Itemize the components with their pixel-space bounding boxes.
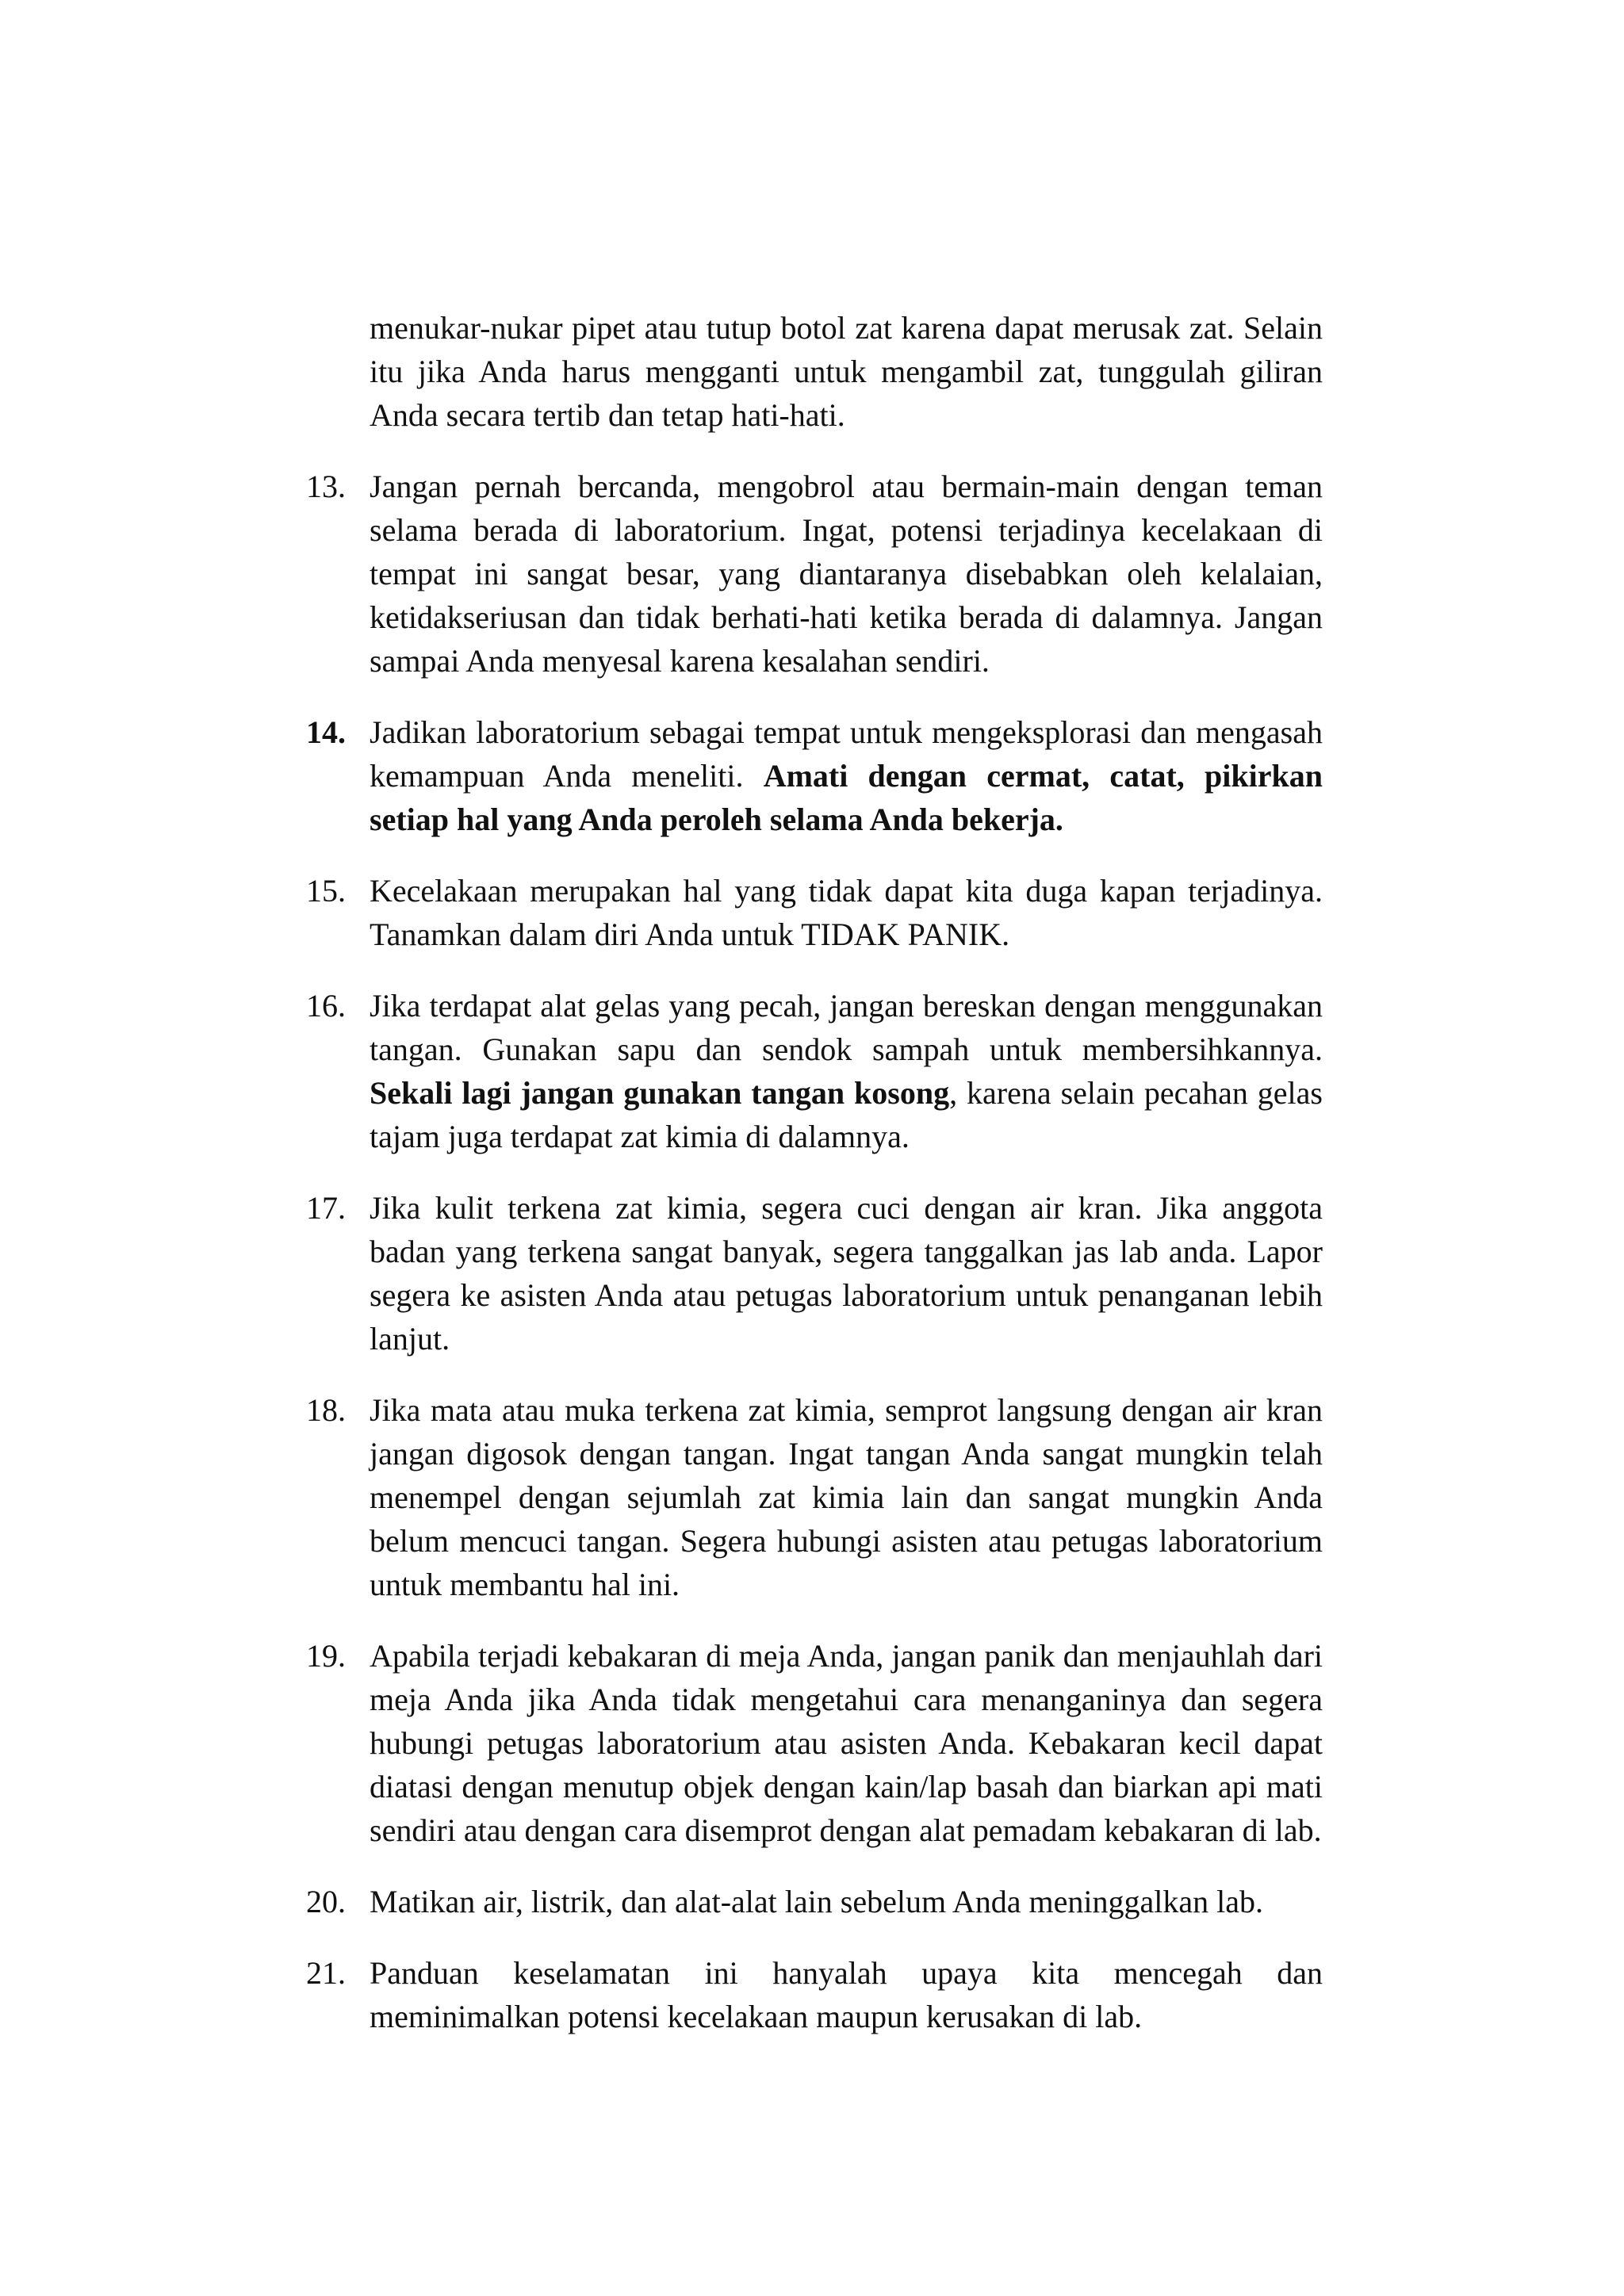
list-item-21 xyxy=(306,1951,1323,2038)
item-text: Apabila terjadi kebakaran di meja Anda, jangan panik dan menjauhlah dari meja Anda jika Anda tidak mengetahui cara menanganinya dan segera hubungi petugas laboratorium atau asisten Anda. Kebakaran kecil dapat diatasi dengan menutup objek dengan kain/lap basah dan biarkan api mati sendiri atau dengan cara disemprot dengan alat pemadam kebakaran di lab. xyxy=(370,1638,1323,1848)
item-number: 20. xyxy=(306,1884,346,1919)
item-number: 16. xyxy=(306,988,346,1024)
list-item-16 xyxy=(306,984,1323,1158)
item-text: Kecelakaan merupakan hal yang tidak dapat kita duga kapan terjadinya. Tanamkan dalam diri Anda untuk TIDAK PANIK. xyxy=(370,873,1323,952)
list-item-20 xyxy=(306,1880,1323,1923)
list-item-19 xyxy=(306,1634,1323,1852)
item-text: Jadikan laboratorium sebagai tempat untuk mengeksplorasi dan mengasah kemampuan Anda meneliti. Amati dengan cermat, catat, pikirkan setiap hal yang Anda peroleh selama Anda bekerja. xyxy=(370,714,1323,837)
emphasis-text: Amati dengan cermat, catat, pikirkan setiap hal yang Anda peroleh selama Anda bekerja. xyxy=(370,758,1323,837)
list-item-18 xyxy=(306,1388,1323,1606)
item-number: 17. xyxy=(306,1190,346,1226)
item-text: Jika kulit terkena zat kimia, segera cuci dengan air kran. Jika anggota badan yang terkena sangat banyak, segera tanggalkan jas lab anda. Lapor segera ke asisten Anda atau petugas laboratorium untuk penanganan lebih lanjut. xyxy=(370,1190,1323,1357)
item-number: 15. xyxy=(306,873,346,909)
safety-rules-list xyxy=(306,306,1323,2066)
item-text: Jika terdapat alat gelas yang pecah, jangan bereskan dengan menggunakan tangan. Gunakan sapu dan sendok sampah untuk membersihkannya. Sekali lagi jangan gunakan tangan kosong, karena selain pecahan gelas tajam juga terdapat zat kimia di dalamnya. xyxy=(370,988,1323,1154)
list-item-14 xyxy=(306,710,1323,841)
item-number: 21. xyxy=(306,1955,346,1991)
list-item-continuation xyxy=(306,306,1323,437)
item-number: 14. xyxy=(306,714,346,750)
list-item-17 xyxy=(306,1186,1323,1360)
item-text: Matikan air, listrik, dan alat-alat lain sebelum Anda meninggalkan lab. xyxy=(370,1884,1263,1919)
item-text: Panduan keselamatan ini hanyalah upaya kita mencegah dan meminimalkan potensi kecelakaan maupun kerusakan di lab. xyxy=(370,1955,1323,2034)
item-number: 18. xyxy=(306,1392,346,1428)
item-number: 13. xyxy=(306,469,346,504)
list-item-15 xyxy=(306,869,1323,956)
item-text: menukar-nukar pipet atau tutup botol zat karena dapat merusak zat. Selain itu jika Anda harus mengganti untuk mengambil zat, tunggulah giliran Anda secara tertib dan tetap hati-hati. xyxy=(370,310,1323,433)
item-number: 19. xyxy=(306,1638,346,1674)
item-text: Jangan pernah bercanda, mengobrol atau bermain-main dengan teman selama berada di laboratorium. Ingat, potensi terjadinya kecelakaan di tempat ini sangat besar, yang diantaranya disebabkan oleh kelalaian, ketidakseriusan dan tidak berhati-hati ketika berada di dalamnya. Jangan sampai Anda menyesal karena kesalahan sendiri. xyxy=(370,469,1323,679)
emphasis-text: Sekali lagi jangan gunakan tangan kosong xyxy=(370,1075,950,1111)
list-item-13 xyxy=(306,465,1323,683)
item-text: Jika mata atau muka terkena zat kimia, semprot langsung dengan air kran jangan digosok dengan tangan. Ingat tangan Anda sangat mungkin telah menempel dengan sejumlah zat kimia lain dan sangat mungkin Anda belum mencuci tangan. Segera hubungi asisten atau petugas laboratorium untuk membantu hal ini. xyxy=(370,1392,1323,1602)
